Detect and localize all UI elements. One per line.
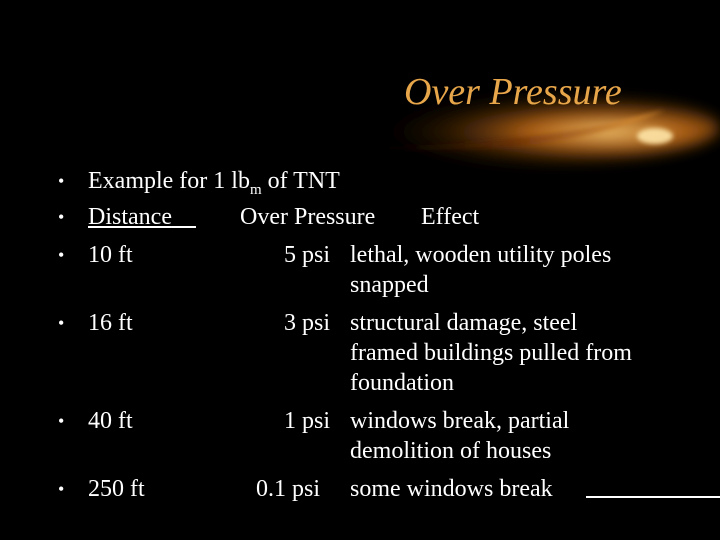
table-row-continuation bbox=[0, 268, 720, 302]
intro-suffix: of TNT bbox=[261, 168, 340, 194]
table-row bbox=[0, 472, 720, 506]
table-row-continuation bbox=[0, 366, 720, 400]
intro-prefix: Example for 1 lb bbox=[88, 168, 250, 194]
intro-subscript: m bbox=[249, 182, 262, 198]
row-effect-continuation: snapped bbox=[350, 272, 429, 298]
bullet: • bbox=[58, 411, 65, 431]
row-effect-continuation: framed buildings pulled from bbox=[350, 340, 632, 366]
row-pressure: 3 psi bbox=[283, 310, 330, 336]
table-row bbox=[0, 306, 720, 340]
row-pressure: 0.1 psi bbox=[255, 476, 320, 502]
row-distance: 10 ft bbox=[88, 242, 133, 268]
row-pressure: 5 psi bbox=[283, 242, 330, 268]
slide-title: Over Pressure bbox=[404, 71, 622, 113]
table-row-continuation bbox=[0, 336, 720, 370]
row-distance: 250 ft bbox=[88, 476, 145, 502]
underline-rule bbox=[586, 496, 720, 498]
bullet: • bbox=[58, 207, 65, 227]
row-effect: windows break, partial bbox=[350, 408, 570, 434]
effect-header: Effect bbox=[421, 204, 480, 230]
bullet: • bbox=[58, 479, 65, 499]
row-effect: structural damage, steel bbox=[350, 310, 578, 336]
intro-line bbox=[0, 164, 720, 198]
table-row bbox=[0, 404, 720, 438]
bullet: • bbox=[58, 171, 65, 191]
row-distance: 40 ft bbox=[88, 408, 133, 434]
row-pressure: 1 psi bbox=[283, 408, 330, 434]
row-effect: lethal, wooden utility poles bbox=[350, 242, 612, 268]
pressure-header: Over Pressure bbox=[240, 204, 376, 230]
distance-header-label: Distance bbox=[88, 204, 172, 230]
bullet: • bbox=[58, 313, 65, 333]
distance-header bbox=[88, 200, 196, 234]
table-row bbox=[0, 238, 720, 272]
row-distance: 16 ft bbox=[88, 310, 133, 336]
distance-header-pad bbox=[172, 204, 196, 230]
row-effect-continuation: foundation bbox=[350, 370, 454, 396]
row-effect-continuation: demolition of houses bbox=[350, 438, 552, 464]
header-line bbox=[0, 200, 720, 234]
table-row-continuation bbox=[0, 434, 720, 468]
bullet: • bbox=[58, 245, 65, 265]
row-effect: some windows break bbox=[350, 476, 553, 502]
